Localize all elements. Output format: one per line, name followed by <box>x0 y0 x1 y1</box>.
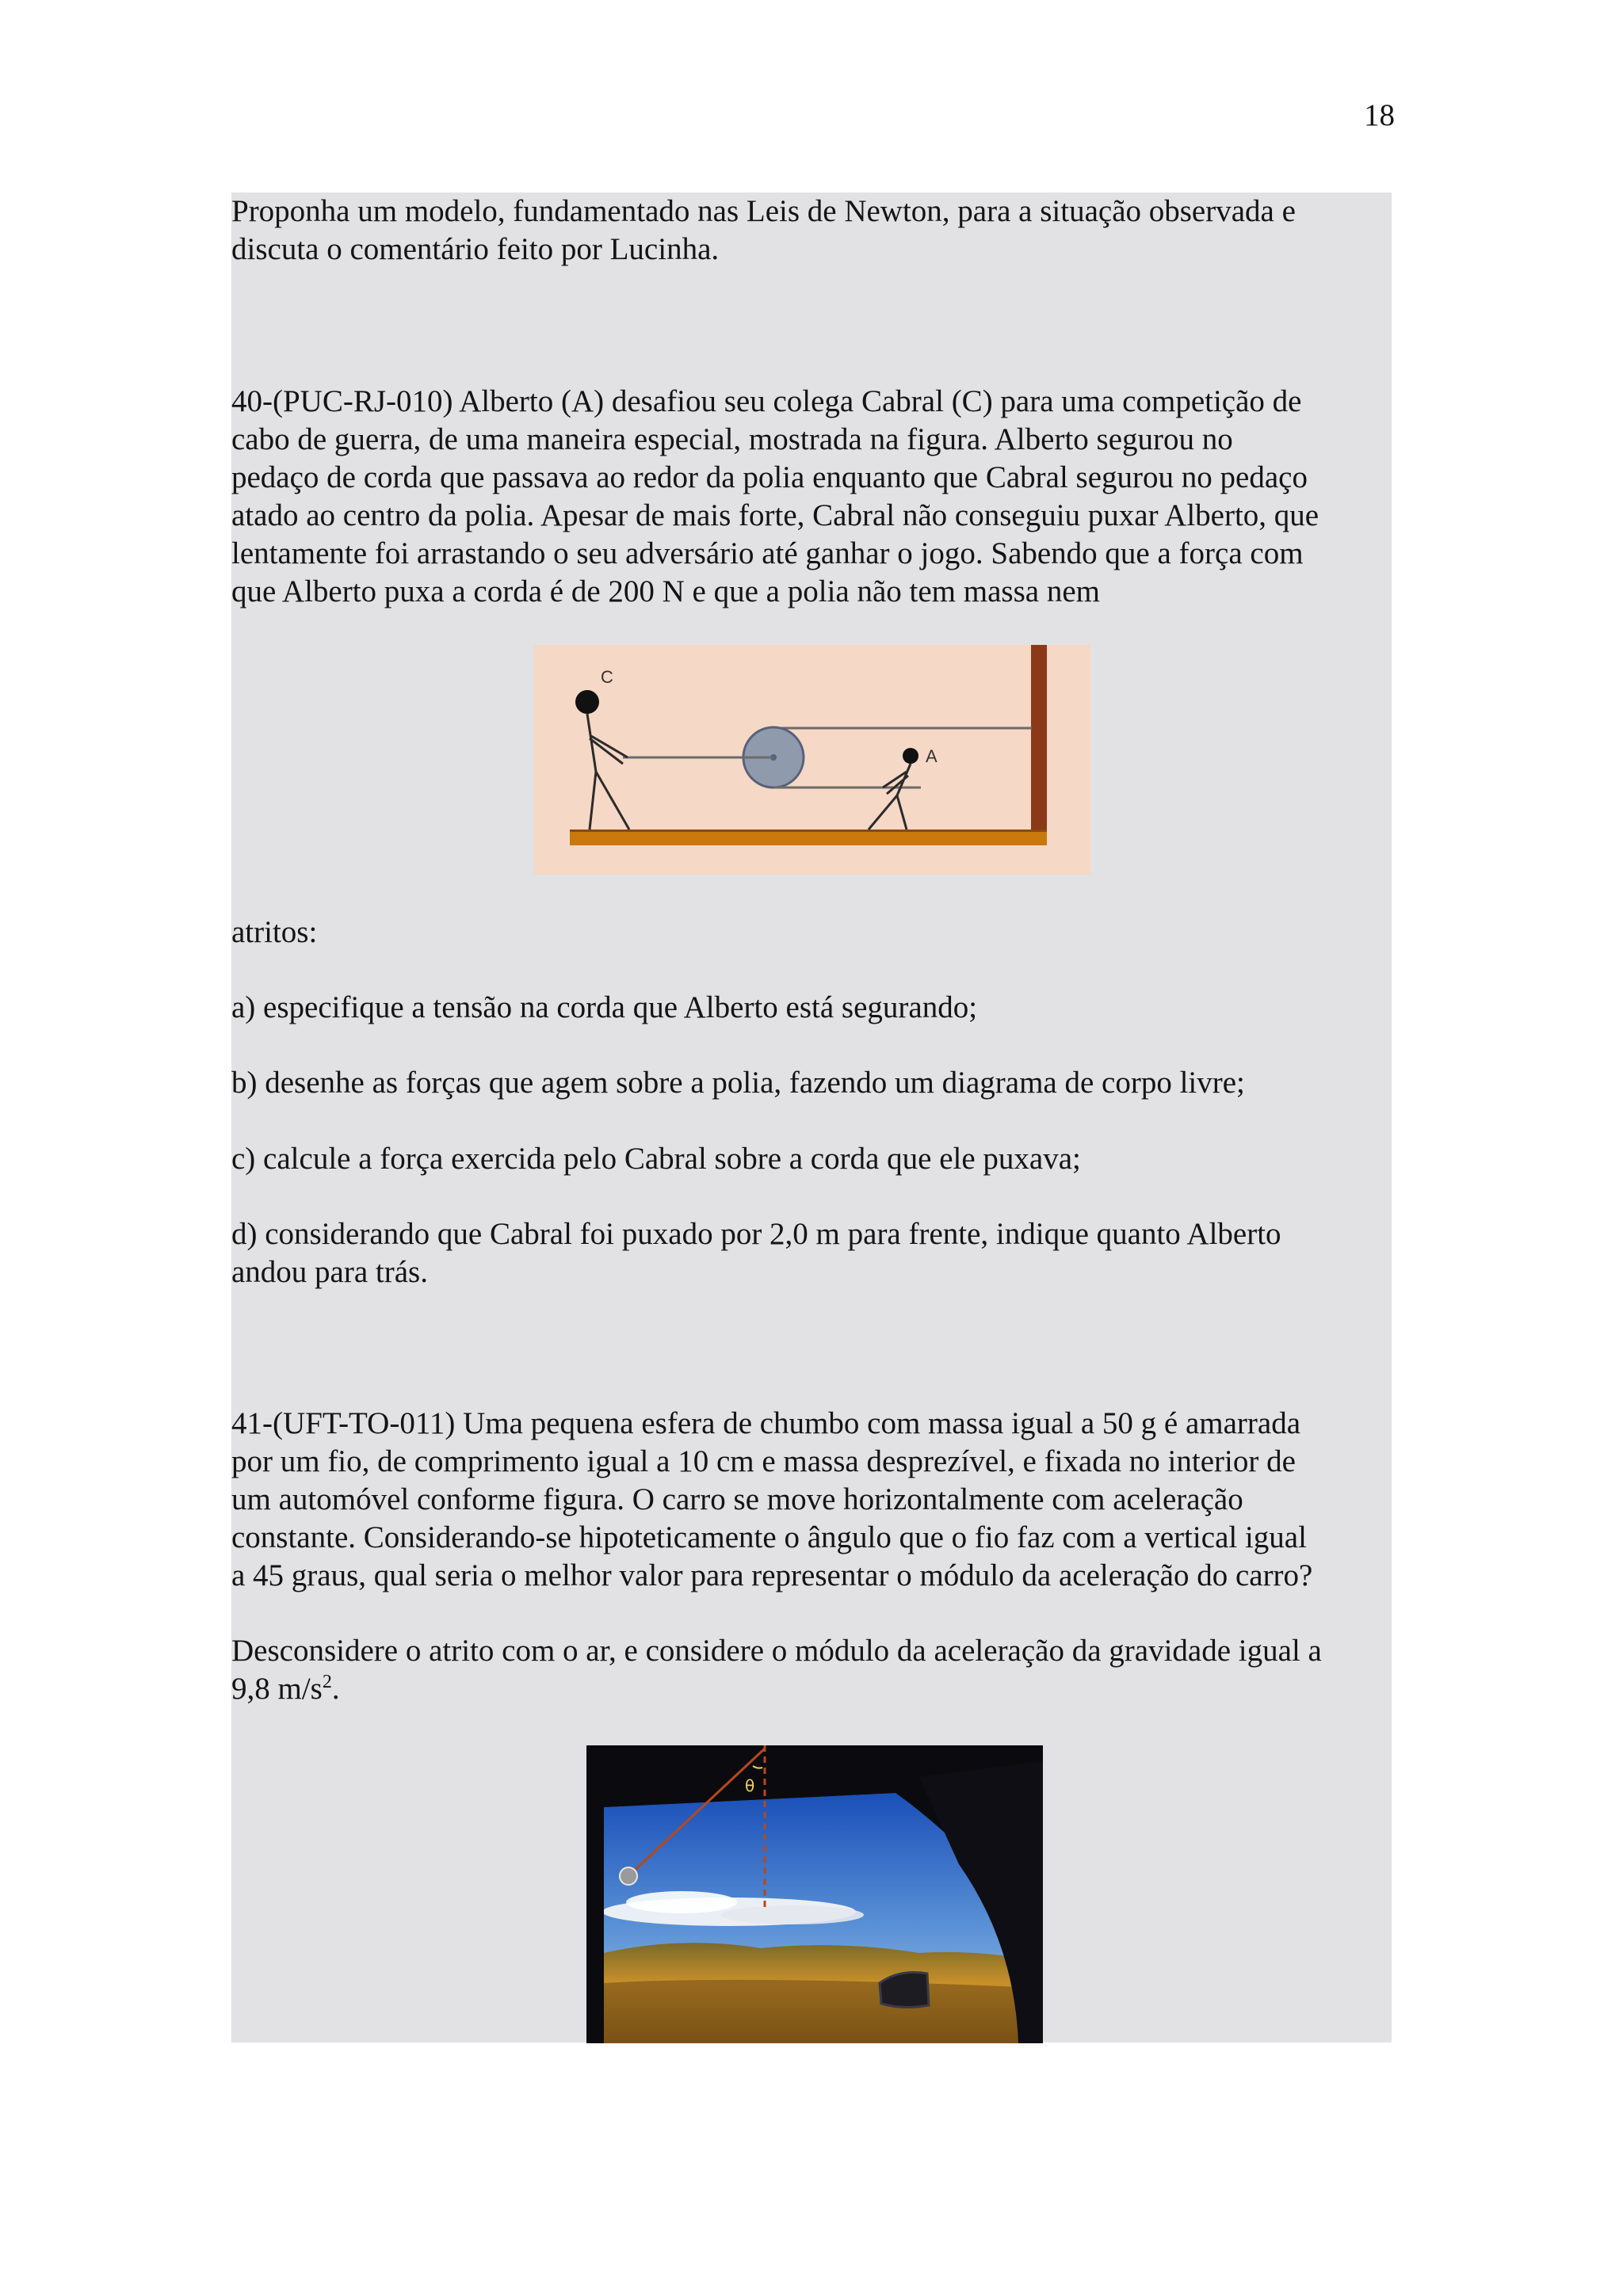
intro-paragraph: Proponha um modelo, fundamentado nas Leis de Newton, para a situação observada e discuta o comentário feito por Lucinha. <box>231 194 1296 266</box>
question-41-note-end: . <box>331 1672 340 1706</box>
question-40-statement: 40-(PUC-RJ-010) Alberto (A) desafiou seu colega Cabral (C) para uma competição de cabo de guerra, de uma maneira especial, mostrada na figura. Alberto segurou no pedaço de corda que passava ao redor da polia enquanto que Cabral segurou no pedaço atado ao centro da polia. Apesar de mais forte, Cabral não conseguiu puxar Alberto, que lentamente foi arrastando o seu adversário até ganhar o jogo. Sabendo que a força com que Alberto puxa a corda é de 200 N e que a polia não tem massa nem <box>231 384 1319 608</box>
label-a: A <box>926 746 938 766</box>
wall <box>1031 645 1047 845</box>
pulley-figure <box>534 645 1090 875</box>
lead-sphere <box>620 1867 637 1885</box>
question-41-note-text: Desconsidere o atrito com o ar, e considere o módulo da aceleração da gravidade igual a 9,8 m/s <box>231 1634 1322 1706</box>
question-40-item-c: c) calcule a força exercida pelo Cabral sobre a corda que ele puxava; <box>231 1142 1081 1176</box>
page-number: 18 <box>1364 98 1395 132</box>
content-area <box>231 193 1392 2042</box>
question-41-note <box>231 1632 1392 1708</box>
car-window-figure <box>586 1745 1043 2043</box>
question-40-item-b: b) desenhe as forças que agem sobre a polia, fazendo um diagrama de corpo livre; <box>231 1066 1245 1100</box>
question-41-statement: 41-(UFT-TO-011) Uma pequena esfera de chumbo com massa igual a 50 g é amarrada por um fio, de comprimento igual a 10 cm e massa desprezível, e fixada no interior de um automóvel conforme figura. O carro se move horizontalmente com aceleração constante. Considerando-se hipoteticamente o ângulo que o fio faz com a vertical igual a 45 graus, qual seria o melhor valor para representar o módulo da aceleração do carro? <box>231 1406 1313 1592</box>
question-40-continuation: atritos: <box>231 915 318 949</box>
superscript-exponent: 2 <box>322 1672 332 1692</box>
question-40-item-d: d) considerando que Cabral foi puxado por 2,0 m para frente, indique quanto Alberto andou para trás. <box>231 1217 1281 1289</box>
question-40-item-a: a) especifique a tensão na corda que Alberto está segurando; <box>231 990 978 1024</box>
theta-label: θ <box>745 1776 755 1795</box>
label-c: C <box>601 667 613 687</box>
side-mirror <box>880 1973 929 2008</box>
